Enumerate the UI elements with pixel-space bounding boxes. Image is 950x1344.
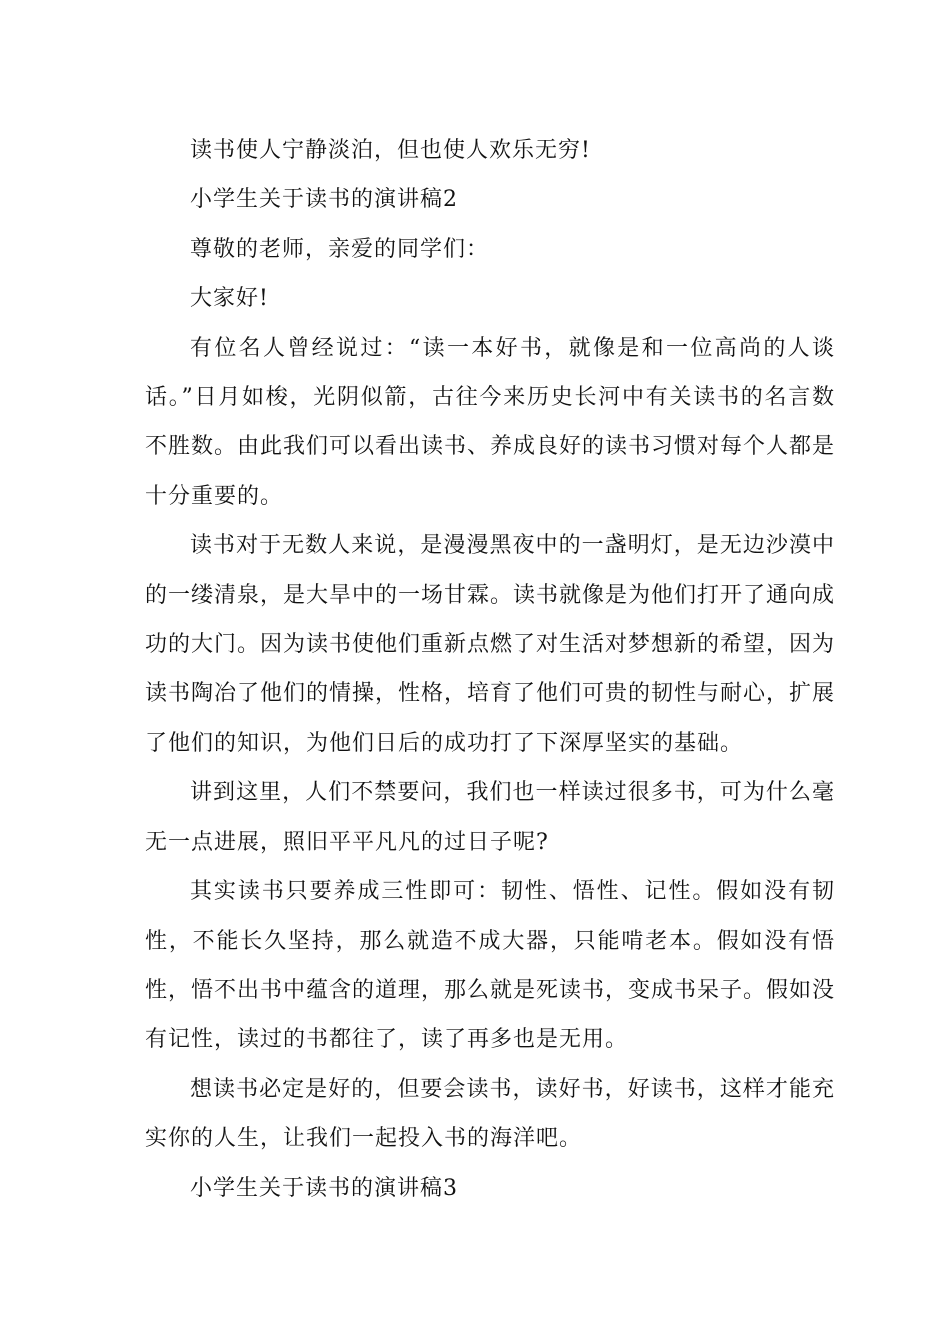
paragraph-three-qualities: 其实读书只要养成三性即可：韧性、悟性、记性。假如没有韧性，不能长久坚持，那么就造不成大器，只能啃老本。假如没有悟性，悟不出书中蕴含的道理，那么就是死读书，变成书呆子。假如没有记性，读过的书都往了，读了再多也是无用。 xyxy=(145,879,836,1053)
greeting: 大家好! xyxy=(190,286,269,312)
paragraph-question: 讲到这里，人们不禁要问，我们也一样读过很多书，可为什么毫无一点进展，照旧平平凡凡的过日子呢? xyxy=(145,780,835,855)
document-body xyxy=(145,126,835,1213)
section-title-3: 小学生关于读书的演讲稿3 xyxy=(190,1175,458,1201)
section-title-2: 小学生关于读书的演讲稿2 xyxy=(190,187,458,213)
paragraph-conclusion: 想读书必定是好的，但要会读书，读好书，好读书，这样才能充实你的人生，让我们一起投入书的海洋吧。 xyxy=(145,1076,835,1152)
salutation: 尊敬的老师，亲爱的同学们： xyxy=(190,236,490,262)
paragraph-closing-line: 读书使人宁静淡泊，但也使人欢乐无穷! xyxy=(190,138,591,163)
paragraph-quote: 有位名人曾经说过：“读一本好书，就像是和一位高尚的人谈话。”日月如梭，光阴似箭，古往今来历史长河中有关读书的名言数不胜数。由此我们可以看出读书、养成良好的读书习惯对每个人都是十分重要的。 xyxy=(145,335,836,509)
paragraph-reading-benefits: 读书对于无数人来说，是漫漫黑夜中的一盏明灯，是无边沙漠中的一缕清泉，是大旱中的一场甘霖。读书就像是为他们打开了通向成功的大门。因为读书使他们重新点燃了对生活对梦想新的希望，因为读书陶冶了他们的情操，性格，培育了他们可贵的韧性与耐心，扩展了他们的知识，为他们日后的成功打了下深厚坚实的基础。 xyxy=(145,533,836,756)
